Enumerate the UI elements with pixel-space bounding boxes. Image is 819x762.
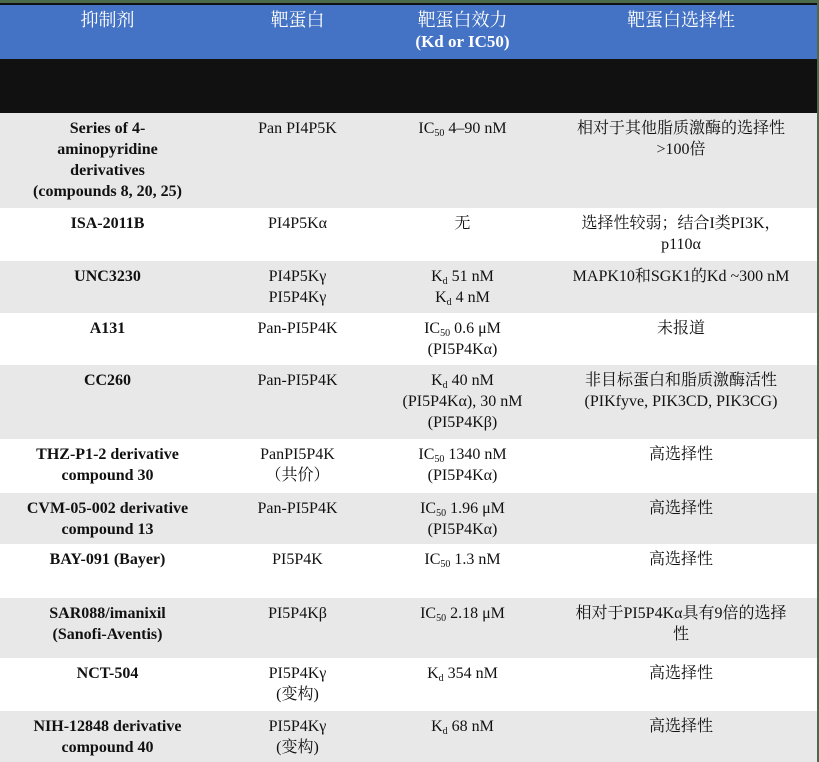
inhibitor-name-line: THZ-P1-2 derivative [36, 446, 179, 463]
header-potency-label: 靶蛋白效力 [417, 10, 508, 30]
cell-selectivity [545, 261, 817, 313]
selectivity-line: 高选择性 [648, 446, 713, 463]
potency-prefix: 无 [454, 215, 471, 232]
potency-line [384, 603, 541, 624]
inhibitor-name-line: NCT-504 [76, 665, 139, 682]
inhibitor-name-line: A131 [89, 320, 126, 337]
potency-subscript: 50 [440, 559, 451, 570]
cell-target [215, 208, 380, 261]
target-line: Pan-PI5P4K [257, 320, 338, 337]
cell-potency [380, 544, 545, 598]
cell-selectivity [545, 365, 817, 439]
potency-prefix: IC [418, 446, 435, 463]
potency-prefix: K [435, 289, 447, 306]
potency-line [384, 444, 541, 465]
cell-inhibitor [0, 544, 215, 598]
potency-prefix: IC [424, 320, 441, 337]
cell-inhibitor [0, 493, 215, 544]
cell-potency [380, 261, 545, 313]
cell-inhibitor [0, 208, 215, 261]
cell-target [215, 598, 380, 658]
cell-selectivity [545, 313, 817, 365]
cell-inhibitor [0, 365, 215, 439]
potency-line [384, 519, 541, 540]
cell-inhibitor [0, 261, 215, 313]
potency-line [384, 391, 541, 412]
potency-subscript: d [442, 380, 448, 391]
inhibitor-table-container [0, 3, 817, 756]
cell-selectivity [545, 598, 817, 658]
potency-prefix: (PI5P4Kβ) [427, 414, 498, 431]
potency-value: 0.6 μM [450, 320, 501, 337]
potency-prefix: IC [420, 500, 437, 517]
cell-potency [380, 313, 545, 365]
inhibitor-table [0, 5, 817, 762]
target-line: Pan PI4P5K [258, 120, 337, 137]
inhibitor-name-line: CC260 [83, 372, 132, 389]
cell-selectivity [545, 658, 817, 711]
selectivity-line: 高选择性 [648, 551, 713, 568]
selectivity-line: 相对于PI5P4Kα具有9倍的选择 [575, 605, 787, 622]
inhibitor-name-line: Series of 4- [69, 120, 146, 137]
cell-target [215, 365, 380, 439]
inhibitor-name-line: (compounds 8, 20, 25) [33, 183, 182, 200]
potency-subscript: 50 [436, 508, 447, 519]
cell-target [215, 658, 380, 711]
cell-target [215, 113, 380, 208]
potency-prefix: (PI5P4Kα) [427, 341, 498, 358]
header-selectivity: 靶蛋白选择性 [627, 10, 735, 30]
cell-potency [380, 658, 545, 711]
cell-selectivity [545, 544, 817, 598]
potency-value: 1.3 nM [450, 551, 501, 568]
target-line: PI5P4Kγ [268, 665, 327, 682]
selectivity-line: 未报道 [656, 320, 705, 337]
inhibitor-name-line: CVM-05-002 derivative [26, 500, 189, 517]
potency-subscript: 50 [434, 454, 445, 465]
inhibitor-name-line: SAR088/imanixil [49, 605, 166, 622]
potency-value: 68 nM [447, 718, 494, 735]
inhibitor-name-line: (Sanofi-Aventis) [52, 626, 163, 643]
table-row [0, 544, 817, 598]
potency-prefix: K [431, 268, 443, 285]
target-line: （共价） [265, 467, 330, 484]
cell-selectivity [545, 493, 817, 544]
target-line: PI5P4Kβ [268, 605, 327, 622]
potency-subscript: 50 [440, 328, 451, 339]
cell-inhibitor [0, 313, 215, 365]
target-line: (变构) [276, 686, 319, 703]
potency-line [384, 370, 541, 391]
potency-prefix: IC [418, 120, 435, 137]
header-target: 靶蛋白 [270, 10, 325, 30]
selectivity-line: MAPK10和SGK1的Kd ~300 nM [572, 268, 790, 285]
cell-potency [380, 113, 545, 208]
cell-selectivity [545, 439, 817, 493]
potency-subscript: d [438, 673, 444, 684]
potency-prefix: K [427, 665, 439, 682]
inhibitor-name-line: compound 13 [61, 521, 154, 538]
potency-prefix: (PI5P4Kα) [427, 467, 498, 484]
potency-prefix: IC [420, 605, 437, 622]
selectivity-line: 选择性较弱；结合I类PI3K， [581, 215, 781, 232]
cell-target [215, 261, 380, 313]
cell-potency [380, 493, 545, 544]
potency-prefix: (PI5P4Kα), 30 nM [402, 393, 523, 410]
target-line: PI4P5Kγ [268, 268, 327, 285]
potency-line [384, 318, 541, 339]
table-row [0, 493, 817, 544]
inhibitor-name-line: BAY-091 (Bayer) [49, 551, 166, 568]
table-header-row [0, 5, 817, 59]
table-row [0, 313, 817, 365]
cell-inhibitor [0, 598, 215, 658]
target-line: PI5P4K [272, 551, 323, 568]
potency-value: 4–90 nM [444, 120, 507, 137]
target-line: PanPI5P4K [260, 446, 335, 463]
potency-value: 40 nM [447, 372, 494, 389]
potency-subscript: 50 [436, 613, 447, 624]
cell-selectivity [545, 113, 817, 208]
selectivity-line: 非目标蛋白和脂质激酶活性 [584, 372, 777, 389]
cell-inhibitor [0, 658, 215, 711]
table-row [0, 439, 817, 493]
potency-line [384, 498, 541, 519]
inhibitor-name-line: compound 40 [61, 739, 154, 756]
target-line: PI4P5Kα [267, 215, 328, 232]
selectivity-line: p110α [661, 236, 701, 253]
table-row [0, 113, 817, 208]
potency-line [384, 266, 541, 287]
cell-target [215, 493, 380, 544]
potency-prefix: K [431, 372, 443, 389]
header-potency [380, 5, 545, 59]
cell-potency [380, 598, 545, 658]
target-line: Pan-PI5P4K [257, 500, 338, 517]
potency-line [384, 663, 541, 684]
potency-subscript: 50 [434, 128, 445, 139]
potency-line [384, 287, 541, 308]
potency-line [384, 412, 541, 433]
potency-subscript: d [442, 726, 448, 737]
cell-inhibitor [0, 113, 215, 208]
potency-value: 51 nM [447, 268, 494, 285]
cell-inhibitor [0, 439, 215, 493]
inhibitor-name-line: UNC3230 [74, 268, 141, 285]
inhibitor-name-line: aminopyridine [57, 141, 158, 158]
cell-selectivity [545, 711, 817, 762]
potency-prefix: IC [424, 551, 441, 568]
cell-potency [380, 711, 545, 762]
table-row [0, 598, 817, 658]
inhibitor-name-line: derivatives [70, 162, 145, 179]
header-divider [0, 59, 817, 113]
potency-line [384, 465, 541, 486]
potency-prefix: K [431, 718, 443, 735]
header-potency-sub: (Kd or IC50) [415, 32, 510, 51]
potency-subscript: d [442, 276, 448, 287]
potency-line [384, 716, 541, 737]
cell-potency [380, 439, 545, 493]
target-line: Pan-PI5P4K [257, 372, 338, 389]
potency-value: 1340 nM [444, 446, 507, 463]
inhibitor-name-line: NIH-12848 derivative [33, 718, 182, 735]
cell-potency [380, 208, 545, 261]
cell-target [215, 439, 380, 493]
cell-target [215, 711, 380, 762]
selectivity-line: 高选择性 [648, 665, 713, 682]
potency-value: 4 nM [451, 289, 490, 306]
potency-line [384, 213, 541, 234]
header-inhibitor: 抑制剂 [80, 10, 135, 30]
selectivity-line: 相对于其他脂质激酶的选择性 [576, 120, 785, 137]
table-row [0, 711, 817, 762]
selectivity-line: 性 [672, 626, 689, 643]
target-line: PI5P4Kγ [268, 289, 327, 306]
selectivity-line: 高选择性 [648, 718, 713, 735]
cell-target [215, 313, 380, 365]
potency-value: 354 nM [443, 665, 498, 682]
cell-target [215, 544, 380, 598]
table-row [0, 365, 817, 439]
potency-line [384, 339, 541, 360]
inhibitor-name-line: ISA-2011B [70, 215, 145, 232]
potency-line [384, 549, 541, 570]
table-row [0, 208, 817, 261]
selectivity-line: 高选择性 [648, 500, 713, 517]
potency-line [384, 118, 541, 139]
target-line: PI5P4Kγ [268, 718, 327, 735]
cell-selectivity [545, 208, 817, 261]
selectivity-line: >100倍 [656, 141, 706, 158]
cell-inhibitor [0, 711, 215, 762]
potency-value: 1.96 μM [446, 500, 505, 517]
potency-value: 2.18 μM [446, 605, 505, 622]
target-line: (变构) [276, 739, 319, 756]
table-row [0, 261, 817, 313]
potency-subscript: d [446, 297, 452, 308]
selectivity-line: (PIKfyve, PIK3CD, PIK3CG) [584, 393, 778, 410]
inhibitor-name-line: compound 30 [61, 467, 154, 484]
cell-potency [380, 365, 545, 439]
table-row [0, 658, 817, 711]
potency-prefix: (PI5P4Kα) [427, 521, 498, 538]
